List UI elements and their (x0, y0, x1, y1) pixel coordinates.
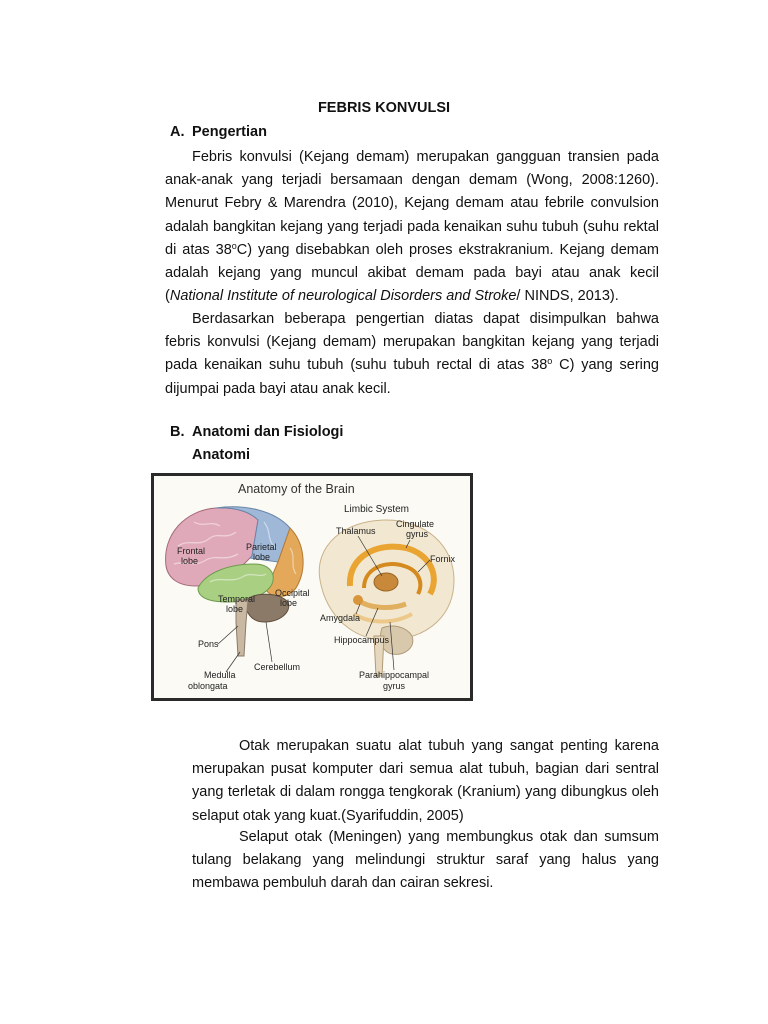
label-amygdala: Amygdala (320, 613, 361, 623)
label-fornix: Fornix (430, 554, 456, 564)
label-temporal-2: lobe (226, 604, 244, 614)
label-frontal-1: Frontal (177, 546, 206, 556)
label-parietal-1: Parietal (246, 542, 277, 552)
section-a-paragraph-1: Febris konvulsi (Kejang demam) merupakan gangguan transien pada anak-anak yang terjadi bersamaan dengan demam (Wong, 2008:1260). Menurut Febry & Marendra (2010), Kejang demam atau febrile convulsion adalah bangkitan kejang yang terjadi pada kenaikan suhu tubuh (suhu rektal di atas 38$^o$C) yang disebabkan oleh proses ekstrakranium. Kejang demam adalah kejang yang muncul akibat demam pada bayi atau anak kecil (National Institute of neurological Disorders and Stroke/ NINDS, 2013). (165, 149, 659, 305)
brain-anatomy-illustration (154, 476, 470, 698)
label-hippocampus: Hippocampus (334, 635, 390, 645)
label-thalamus: Thalamus (336, 526, 376, 536)
label-pons: Pons (198, 639, 219, 649)
label-parahippocampal-2: gyrus (383, 681, 406, 691)
section-a-letter: A. (170, 124, 185, 140)
label-medulla-2: oblongata (188, 681, 228, 691)
section-b-heading (170, 424, 343, 440)
label-cerebellum: Cerebellum (254, 662, 301, 672)
brain-anatomy-figure (151, 473, 473, 701)
right-brain (319, 520, 454, 676)
section-b-paragraph-2: Selaput otak (Meningen) yang membungkus otak dan sumsum tulang belakang yang melindungi struktur saraf yang halus yang membawa pembuluh darah dan cairan sekresi. (192, 829, 659, 892)
limbic-title: Limbic System (344, 504, 410, 515)
section-b-letter: B. (170, 424, 185, 440)
label-cingulate-2: gyrus (406, 529, 429, 539)
label-parahippocampal-1: Parahippocampal (359, 670, 430, 680)
label-occipital-1: Occipital (275, 588, 310, 598)
amygdala-shape (353, 595, 363, 605)
thalamus-shape (374, 573, 398, 591)
label-cingulate-1: Cingulate (396, 519, 435, 529)
section-a-heading (170, 124, 267, 140)
section-b-title: Anatomi dan Fisiologi (192, 424, 344, 440)
figure-title: Anatomy of the Brain (238, 482, 355, 496)
label-occipital-2: lobe (280, 598, 298, 608)
section-b-paragraph-1: Otak merupakan suatu alat tubuh yang sangat penting karena merupakan pusat komputer dari semua alat tubuh, bagian dari sentral yang terletak di dalam rongga tengkorak (Kranium) yang dibungkus oleh selaput otak yang kuat.(Syarifuddin, 2005) (192, 738, 659, 824)
left-brain (166, 507, 304, 656)
section-a-paragraph-2: Berdasarkan beberapa pengertian diatas dapat disimpulkan bahwa febris konvulsi (Kejang demam) merupakan bangkitan kejang yang terjadi pada kenaikan suhu tubuh (suhu tubuh rectal di atas 38$^o$ C) yang sering dijumpai pada bayi atau anak kecil. (165, 311, 660, 397)
section-a-title: Pengertian (192, 124, 267, 140)
label-frontal-2: lobe (181, 556, 199, 566)
label-medulla-1: Medulla (204, 670, 236, 680)
label-parietal-2: lobe (253, 552, 271, 562)
document-title: FEBRIS KONVULSI (317, 100, 451, 116)
label-temporal-1: Temporal (218, 594, 256, 604)
section-b-subheading: Anatomi (192, 447, 250, 463)
